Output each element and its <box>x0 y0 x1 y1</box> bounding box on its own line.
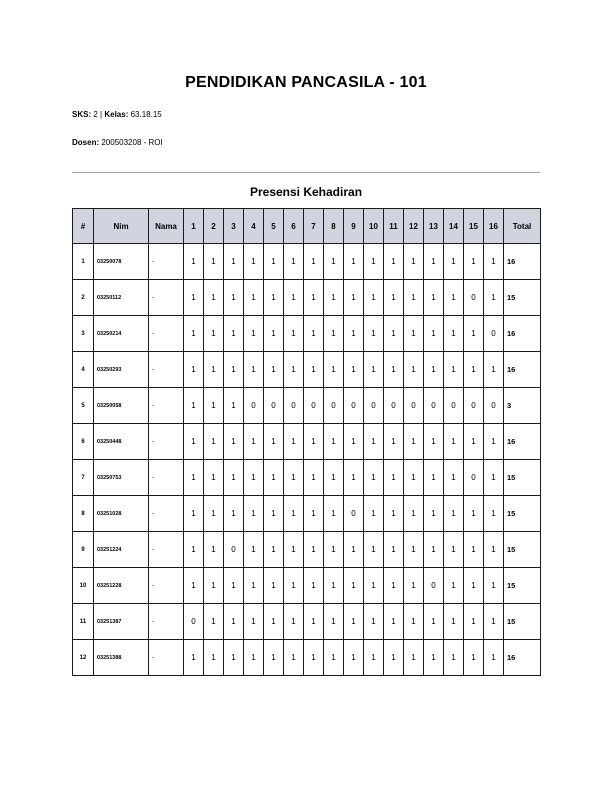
attendance-cell: 1 <box>364 280 384 316</box>
attendance-cell: 1 <box>204 532 224 568</box>
attendance-cell: 1 <box>404 280 424 316</box>
attendance-cell: 1 <box>204 640 224 676</box>
student-name: - <box>149 460 184 496</box>
attendance-cell: 1 <box>444 568 464 604</box>
attendance-cell: 1 <box>324 244 344 280</box>
attendance-cell: 0 <box>384 388 404 424</box>
attendance-cell: 1 <box>324 352 344 388</box>
attendance-cell: 1 <box>464 604 484 640</box>
attendance-cell: 1 <box>484 352 504 388</box>
attendance-cell: 1 <box>204 424 224 460</box>
attendance-cell: 0 <box>484 388 504 424</box>
attendance-total: 15 <box>504 604 541 640</box>
attendance-cell: 1 <box>224 604 244 640</box>
student-name: - <box>149 316 184 352</box>
attendance-cell: 1 <box>204 316 224 352</box>
column-header: 8 <box>324 209 344 244</box>
attendance-cell: 1 <box>204 244 224 280</box>
attendance-cell: 1 <box>484 460 504 496</box>
attendance-total: 16 <box>504 244 541 280</box>
column-header: 12 <box>404 209 424 244</box>
attendance-cell: 1 <box>204 604 224 640</box>
student-name: - <box>149 604 184 640</box>
attendance-cell: 1 <box>264 424 284 460</box>
attendance-cell: 1 <box>484 640 504 676</box>
student-name: - <box>149 532 184 568</box>
attendance-cell: 1 <box>464 640 484 676</box>
table-row <box>73 388 541 424</box>
attendance-cell: 1 <box>264 244 284 280</box>
attendance-cell: 1 <box>364 316 384 352</box>
attendance-cell: 1 <box>404 424 424 460</box>
attendance-cell: 1 <box>404 604 424 640</box>
attendance-cell: 1 <box>424 424 444 460</box>
row-number: 10 <box>73 568 94 604</box>
attendance-cell: 1 <box>184 496 204 532</box>
attendance-cell: 1 <box>264 568 284 604</box>
attendance-cell: 1 <box>444 460 464 496</box>
row-number: 8 <box>73 496 94 532</box>
attendance-cell: 1 <box>224 280 244 316</box>
attendance-cell: 1 <box>244 244 264 280</box>
attendance-cell: 1 <box>444 496 464 532</box>
attendance-cell: 1 <box>244 496 264 532</box>
attendance-cell: 1 <box>464 532 484 568</box>
row-number: 5 <box>73 388 94 424</box>
attendance-cell: 1 <box>444 352 464 388</box>
attendance-cell: 1 <box>484 568 504 604</box>
attendance-cell: 1 <box>344 280 364 316</box>
attendance-cell: 1 <box>344 640 364 676</box>
attendance-cell: 1 <box>184 568 204 604</box>
attendance-cell: 0 <box>464 280 484 316</box>
table-row <box>73 640 541 676</box>
course-info <box>72 110 162 119</box>
attendance-cell: 1 <box>304 244 324 280</box>
attendance-cell: 1 <box>324 316 344 352</box>
attendance-cell: 1 <box>264 316 284 352</box>
table-header-row <box>73 209 541 244</box>
column-header: Total <box>504 209 541 244</box>
attendance-total: 15 <box>504 496 541 532</box>
attendance-cell: 1 <box>384 280 404 316</box>
attendance-cell: 1 <box>404 244 424 280</box>
row-number: 2 <box>73 280 94 316</box>
attendance-cell: 1 <box>284 532 304 568</box>
attendance-cell: 1 <box>324 568 344 604</box>
attendance-cell: 0 <box>484 316 504 352</box>
attendance-cell: 1 <box>424 460 444 496</box>
attendance-total: 15 <box>504 460 541 496</box>
attendance-total: 15 <box>504 568 541 604</box>
attendance-cell: 1 <box>284 244 304 280</box>
row-number: 3 <box>73 316 94 352</box>
attendance-cell: 1 <box>444 316 464 352</box>
student-name: - <box>149 280 184 316</box>
attendance-cell: 0 <box>244 388 264 424</box>
table-body <box>73 244 541 676</box>
attendance-cell: 1 <box>244 604 264 640</box>
attendance-cell: 1 <box>184 244 204 280</box>
attendance-cell: 1 <box>304 532 324 568</box>
attendance-total: 3 <box>504 388 541 424</box>
student-name: - <box>149 388 184 424</box>
attendance-cell: 1 <box>324 280 344 316</box>
attendance-cell: 1 <box>244 424 264 460</box>
student-name: - <box>149 352 184 388</box>
attendance-cell: 1 <box>184 532 204 568</box>
attendance-cell: 1 <box>284 640 304 676</box>
attendance-cell: 1 <box>304 640 324 676</box>
attendance-cell: 1 <box>264 496 284 532</box>
attendance-cell: 0 <box>404 388 424 424</box>
attendance-total: 16 <box>504 640 541 676</box>
attendance-cell: 0 <box>424 568 444 604</box>
sks-label: SKS: <box>72 110 92 119</box>
student-nim: 03250448 <box>94 424 149 460</box>
attendance-cell: 1 <box>364 424 384 460</box>
attendance-cell: 1 <box>464 496 484 532</box>
row-number: 9 <box>73 532 94 568</box>
attendance-cell: 1 <box>444 280 464 316</box>
attendance-cell: 1 <box>344 604 364 640</box>
attendance-cell: 0 <box>284 388 304 424</box>
column-header: Nim <box>94 209 149 244</box>
attendance-cell: 1 <box>404 352 424 388</box>
kelas-value: 63.18.15 <box>130 110 162 119</box>
attendance-cell: 1 <box>344 244 364 280</box>
table-row <box>73 496 541 532</box>
attendance-cell: 1 <box>384 352 404 388</box>
divider <box>72 172 540 173</box>
attendance-cell: 1 <box>204 496 224 532</box>
attendance-cell: 1 <box>284 280 304 316</box>
attendance-cell: 1 <box>224 352 244 388</box>
attendance-cell: 0 <box>264 388 284 424</box>
attendance-cell: 1 <box>244 460 264 496</box>
attendance-cell: 1 <box>404 568 424 604</box>
attendance-cell: 1 <box>364 532 384 568</box>
attendance-cell: 1 <box>304 316 324 352</box>
attendance-cell: 1 <box>444 244 464 280</box>
attendance-cell: 1 <box>464 316 484 352</box>
attendance-cell: 1 <box>444 532 464 568</box>
attendance-cell: 0 <box>344 388 364 424</box>
student-nim: 03250078 <box>94 244 149 280</box>
student-nim: 03251228 <box>94 568 149 604</box>
kelas-label: Kelas: <box>104 110 129 119</box>
attendance-cell: 1 <box>244 640 264 676</box>
student-nim: 03251028 <box>94 496 149 532</box>
attendance-cell: 1 <box>404 496 424 532</box>
column-header: 5 <box>264 209 284 244</box>
attendance-cell: 1 <box>384 316 404 352</box>
attendance-total: 16 <box>504 316 541 352</box>
attendance-cell: 0 <box>444 388 464 424</box>
column-header: 15 <box>464 209 484 244</box>
attendance-cell: 1 <box>404 316 424 352</box>
attendance-cell: 1 <box>204 568 224 604</box>
attendance-cell: 1 <box>424 244 444 280</box>
attendance-cell: 1 <box>344 316 364 352</box>
attendance-cell: 1 <box>344 352 364 388</box>
attendance-cell: 1 <box>344 568 364 604</box>
attendance-cell: 1 <box>224 568 244 604</box>
student-nim: 03250112 <box>94 280 149 316</box>
attendance-cell: 1 <box>424 640 444 676</box>
attendance-cell: 1 <box>264 352 284 388</box>
attendance-cell: 1 <box>324 424 344 460</box>
attendance-cell: 1 <box>404 640 424 676</box>
attendance-cell: 1 <box>244 568 264 604</box>
attendance-cell: 1 <box>224 388 244 424</box>
attendance-cell: 1 <box>364 460 384 496</box>
attendance-cell: 1 <box>464 568 484 604</box>
student-nim: 03251388 <box>94 640 149 676</box>
attendance-cell: 1 <box>264 640 284 676</box>
attendance-cell: 1 <box>264 604 284 640</box>
attendance-cell: 1 <box>224 424 244 460</box>
attendance-cell: 0 <box>364 388 384 424</box>
attendance-cell: 1 <box>484 280 504 316</box>
student-nim: 03251224 <box>94 532 149 568</box>
attendance-cell: 1 <box>264 532 284 568</box>
row-number: 1 <box>73 244 94 280</box>
attendance-cell: 0 <box>224 532 244 568</box>
attendance-cell: 1 <box>444 640 464 676</box>
attendance-cell: 1 <box>484 604 504 640</box>
attendance-total: 16 <box>504 352 541 388</box>
attendance-cell: 1 <box>424 280 444 316</box>
attendance-cell: 1 <box>384 424 404 460</box>
row-number: 12 <box>73 640 94 676</box>
student-nim: 03251387 <box>94 604 149 640</box>
attendance-cell: 1 <box>484 424 504 460</box>
attendance-cell: 1 <box>464 352 484 388</box>
attendance-cell: 1 <box>404 460 424 496</box>
attendance-cell: 1 <box>304 460 324 496</box>
attendance-cell: 1 <box>224 640 244 676</box>
attendance-cell: 1 <box>304 604 324 640</box>
attendance-table <box>72 208 541 676</box>
dosen-value: 200503208 - ROI <box>101 138 163 147</box>
attendance-cell: 1 <box>204 388 224 424</box>
student-name: - <box>149 496 184 532</box>
attendance-cell: 0 <box>344 496 364 532</box>
column-header: 11 <box>384 209 404 244</box>
attendance-total: 16 <box>504 424 541 460</box>
attendance-cell: 1 <box>184 460 204 496</box>
attendance-cell: 1 <box>344 460 364 496</box>
column-header: 16 <box>484 209 504 244</box>
student-name: - <box>149 568 184 604</box>
dosen-label: Dosen: <box>72 138 100 147</box>
attendance-cell: 0 <box>464 388 484 424</box>
attendance-cell: 1 <box>244 352 264 388</box>
lecturer-info <box>72 138 163 147</box>
student-nim: 03250753 <box>94 460 149 496</box>
attendance-cell: 1 <box>384 640 404 676</box>
attendance-cell: 0 <box>304 388 324 424</box>
attendance-cell: 1 <box>364 244 384 280</box>
attendance-cell: 1 <box>304 568 324 604</box>
attendance-cell: 1 <box>284 460 304 496</box>
attendance-cell: 1 <box>284 604 304 640</box>
attendance-total: 15 <box>504 280 541 316</box>
attendance-cell: 1 <box>244 316 264 352</box>
attendance-cell: 1 <box>304 352 324 388</box>
column-header: 9 <box>344 209 364 244</box>
attendance-cell: 1 <box>344 424 364 460</box>
table-row <box>73 316 541 352</box>
attendance-cell: 1 <box>284 352 304 388</box>
attendance-cell: 1 <box>324 460 344 496</box>
attendance-cell: 1 <box>484 244 504 280</box>
attendance-cell: 1 <box>184 280 204 316</box>
student-nim: 03250214 <box>94 316 149 352</box>
attendance-cell: 1 <box>384 460 404 496</box>
attendance-cell: 1 <box>324 532 344 568</box>
attendance-cell: 1 <box>244 532 264 568</box>
attendance-cell: 1 <box>364 568 384 604</box>
column-header: 6 <box>284 209 304 244</box>
attendance-cell: 1 <box>264 280 284 316</box>
student-name: - <box>149 424 184 460</box>
column-header: 13 <box>424 209 444 244</box>
attendance-cell: 1 <box>204 352 224 388</box>
attendance-cell: 1 <box>384 604 404 640</box>
attendance-cell: 1 <box>464 424 484 460</box>
attendance-cell: 1 <box>484 532 504 568</box>
attendance-cell: 1 <box>404 532 424 568</box>
attendance-cell: 1 <box>384 496 404 532</box>
attendance-cell: 1 <box>424 496 444 532</box>
attendance-cell: 1 <box>184 388 204 424</box>
attendance-cell: 1 <box>184 352 204 388</box>
attendance-cell: 1 <box>224 316 244 352</box>
attendance-cell: 0 <box>324 388 344 424</box>
attendance-cell: 1 <box>324 640 344 676</box>
column-header: 10 <box>364 209 384 244</box>
attendance-cell: 1 <box>424 316 444 352</box>
attendance-cell: 1 <box>244 280 264 316</box>
table-row <box>73 280 541 316</box>
page-title: PENDIDIKAN PANCASILA - 101 <box>185 74 427 91</box>
attendance-cell: 1 <box>464 244 484 280</box>
student-nim: 03250293 <box>94 352 149 388</box>
attendance-cell: 1 <box>264 460 284 496</box>
attendance-cell: 0 <box>464 460 484 496</box>
attendance-cell: 1 <box>424 604 444 640</box>
attendance-cell: 1 <box>284 496 304 532</box>
attendance-cell: 1 <box>444 424 464 460</box>
column-header: 1 <box>184 209 204 244</box>
attendance-cell: 1 <box>184 640 204 676</box>
attendance-cell: 1 <box>384 568 404 604</box>
table-row <box>73 532 541 568</box>
attendance-cell: 1 <box>224 244 244 280</box>
attendance-cell: 1 <box>364 496 384 532</box>
table-row <box>73 352 541 388</box>
attendance-cell: 1 <box>384 244 404 280</box>
attendance-cell: 1 <box>364 352 384 388</box>
column-header: 4 <box>244 209 264 244</box>
attendance-cell: 1 <box>184 424 204 460</box>
attendance-cell: 1 <box>484 496 504 532</box>
attendance-cell: 1 <box>204 460 224 496</box>
section-title: Presensi Kehadiran <box>249 185 363 199</box>
attendance-cell: 1 <box>364 640 384 676</box>
table-row <box>73 568 541 604</box>
attendance-cell: 1 <box>224 496 244 532</box>
attendance-cell: 1 <box>344 532 364 568</box>
column-header: 2 <box>204 209 224 244</box>
attendance-cell: 1 <box>304 280 324 316</box>
column-header: 7 <box>304 209 324 244</box>
attendance-cell: 1 <box>284 424 304 460</box>
info-separator: | <box>100 110 103 119</box>
row-number: 11 <box>73 604 94 640</box>
attendance-cell: 1 <box>204 280 224 316</box>
row-number: 7 <box>73 460 94 496</box>
attendance-cell: 1 <box>284 316 304 352</box>
student-nim: 03250058 <box>94 388 149 424</box>
column-header: 14 <box>444 209 464 244</box>
row-number: 6 <box>73 424 94 460</box>
table-row <box>73 244 541 280</box>
attendance-cell: 1 <box>224 460 244 496</box>
attendance-cell: 1 <box>304 424 324 460</box>
student-name: - <box>149 640 184 676</box>
attendance-cell: 1 <box>364 604 384 640</box>
attendance-cell: 1 <box>284 568 304 604</box>
column-header: 3 <box>224 209 244 244</box>
attendance-cell: 1 <box>444 604 464 640</box>
attendance-total: 15 <box>504 532 541 568</box>
attendance-cell: 0 <box>424 388 444 424</box>
attendance-cell: 1 <box>324 496 344 532</box>
table-row <box>73 424 541 460</box>
sks-value: 2 <box>93 110 98 119</box>
attendance-cell: 1 <box>184 316 204 352</box>
column-header: Nama <box>149 209 184 244</box>
student-name: - <box>149 244 184 280</box>
column-header: # <box>73 209 94 244</box>
table-row <box>73 460 541 496</box>
attendance-cell: 0 <box>184 604 204 640</box>
attendance-cell: 1 <box>324 604 344 640</box>
table-row <box>73 604 541 640</box>
attendance-cell: 1 <box>424 532 444 568</box>
attendance-cell: 1 <box>424 352 444 388</box>
attendance-cell: 1 <box>304 496 324 532</box>
attendance-cell: 1 <box>384 532 404 568</box>
row-number: 4 <box>73 352 94 388</box>
